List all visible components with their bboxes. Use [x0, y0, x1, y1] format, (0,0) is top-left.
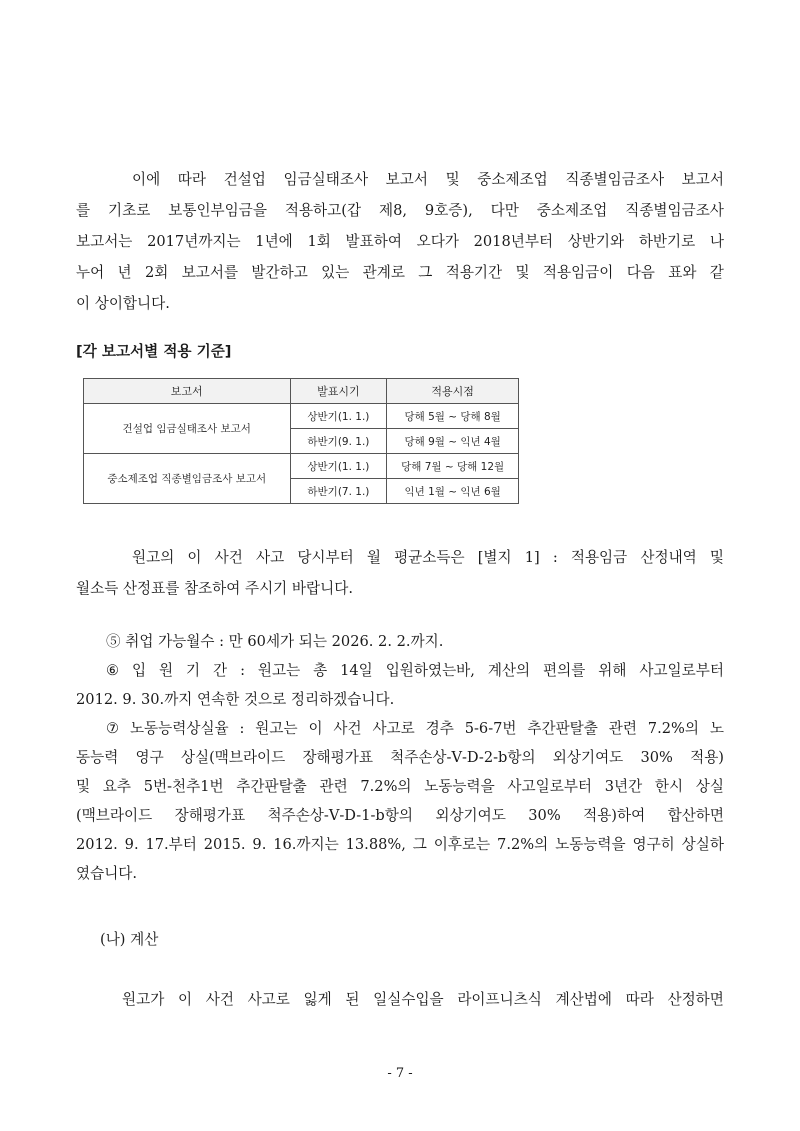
period-cell: 상반기(1. 1.) — [290, 454, 387, 479]
text-line: 원고가 이 사건 사고로 잃게 된 일실수입을 라이프니츠식 계산법에 따라 산정하면 — [122, 991, 724, 1008]
text-line: 보고서는 2017년까지는 1년에 1회 발표하여 오다가 2018년부터 상반기와 하반기로 나 — [76, 233, 724, 250]
text-line: ⑥ 입 원 기 간 : 원고는 총 14일 입원하였는바, 계산의 편의를 위해 사고일로부터 — [106, 662, 724, 679]
text-line: ⑦ 노동능력상실율 : 원고는 이 사건 사고로 경추 5-6-7번 추간판탈출 관련 7.2%의 노 — [106, 720, 724, 737]
applied-cell: 당해 7월 ~ 당해 12월 — [387, 454, 519, 479]
table-row — [84, 454, 519, 479]
text-line: 였습니다. — [76, 865, 138, 882]
text-line: 누어 년 2회 보고서를 발간하고 있는 관계로 그 적용기간 및 적용임금이 다음 표와 같 — [76, 264, 724, 281]
column-header-period: 발표시기 — [290, 379, 387, 404]
report-name-cell: 중소제조업 직종별임금조사 보고서 — [84, 454, 291, 504]
column-header-report: 보고서 — [84, 379, 291, 404]
text-line: 이에 따라 건설업 임금실태조사 보고서 및 중소제조업 직종별임금조사 보고서 — [132, 171, 724, 188]
text-line: 및 요추 5번-천추1번 추간판탈출 관련 7.2%의 노동능력을 사고일로부터 3년간 한시 상실 — [76, 778, 724, 795]
text-line: 동능력 영구 상실(맥브라이드 장해평가표 척주손상-Ⅴ-D-2-b항의 외상기여도 30% 적용) — [76, 749, 724, 766]
applied-cell: 당해 5월 ~ 당해 8월 — [387, 404, 519, 429]
section-heading: [각 보고서별 적용 기준] — [76, 343, 232, 360]
period-cell: 하반기(9. 1.) — [290, 429, 387, 454]
report-standard-table — [83, 378, 519, 504]
text-line: 월소득 산정표를 참조하여 주시기 바랍니다. — [76, 580, 353, 597]
text-line: (맥브라이드 장해평가표 척주손상-Ⅴ-D-1-b항의 외상기여도 30% 적용)하여 합산하면 — [76, 807, 724, 824]
text-line: (나) 계산 — [100, 931, 159, 948]
applied-cell: 익년 1월 ~ 익년 6월 — [387, 479, 519, 504]
text-line: 2012. 9. 17.부터 2015. 9. 16.까지는 13.88%, 그 이후로는 7.2%의 노동능력을 영구히 상실하 — [76, 836, 724, 853]
text-line: 이 상이합니다. — [76, 295, 170, 312]
text-line: 원고의 이 사건 사고 당시부터 월 평균소득은 [별지 1] : 적용임금 산정내역 및 — [132, 549, 724, 566]
report-name-cell: 건설업 임금실태조사 보고서 — [84, 404, 291, 454]
page-number: - 7 - — [387, 1066, 413, 1081]
column-header-applied: 적용시점 — [387, 379, 519, 404]
table-row — [84, 404, 519, 429]
applied-cell: 당해 9월 ~ 익년 4월 — [387, 429, 519, 454]
table-header-row — [84, 379, 519, 404]
text-line: 2012. 9. 30.까지 연속한 것으로 정리하겠습니다. — [76, 691, 395, 708]
period-cell: 상반기(1. 1.) — [290, 404, 387, 429]
text-line: 를 기초로 보통인부임금을 적용하고(갑 제8, 9호증), 다만 중소제조업 직종별임금조사 — [76, 202, 724, 219]
period-cell: 하반기(7. 1.) — [290, 479, 387, 504]
text-line: ⑤ 취업 가능월수 : 만 60세가 되는 2026. 2. 2.까지. — [106, 633, 444, 650]
